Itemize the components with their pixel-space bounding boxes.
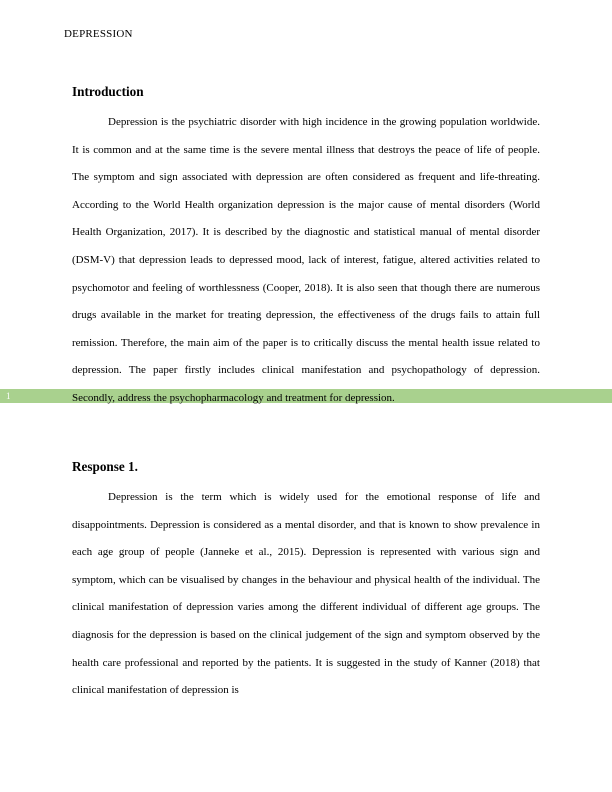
running-head: DEPRESSION — [64, 28, 133, 40]
section-paragraph-response-1: Depression is the term which is widely used for the emotional response of life and disappointments. Depression is considered as a mental disorder, and that is known to show prevalence in each age group of people (Janneke et al., 2015). Depression is represented with various sign and symptom, which can be visualised by changes in the behaviour and physical health of the individual. The clinical manifestation of depression varies among the different individual of different age groups. The diagnosis for the depression is based on the clinical judgement of the sign and symptom observed by the health care professional and reported by the patients. It is suggested in the study of Kanner (2018) that clinical manifestation of depression is — [72, 491, 540, 697]
line-number: 1 — [6, 391, 11, 401]
section-heading-introduction: Introduction — [72, 84, 144, 99]
section-heading-response-1: Response 1. — [72, 459, 138, 474]
section-paragraph-introduction: Depression is the psychiatric disorder with high incidence in the growing population worldwide. It is common and at the same time is the severe mental illness that destroys the peace of life of people. The symptom and sign associated with depression are often considered as frequent and life-threating. According to the World Health organization depression is the major cause of mental disorders (World Health Organization, 2017). It is described by the diagnostic and statistical manual of mental disorder (DSM-V) that depression leads to depressed mood, lack of interest, fatigue, altered activities related to psychomotor and feeling of worthlessness (Cooper, 2018). It is also seen that though there are numerous drugs available in the market for treating depression, the effectiveness of the drugs fails to attain full remission. Therefore, the main aim of the paper is to critically discuss the mental health issue related to depression. The paper firstly includes clinical manifestation and psychopathology of depression. Secondly, address the psychopharmacology and treatment for depression. — [72, 116, 540, 404]
